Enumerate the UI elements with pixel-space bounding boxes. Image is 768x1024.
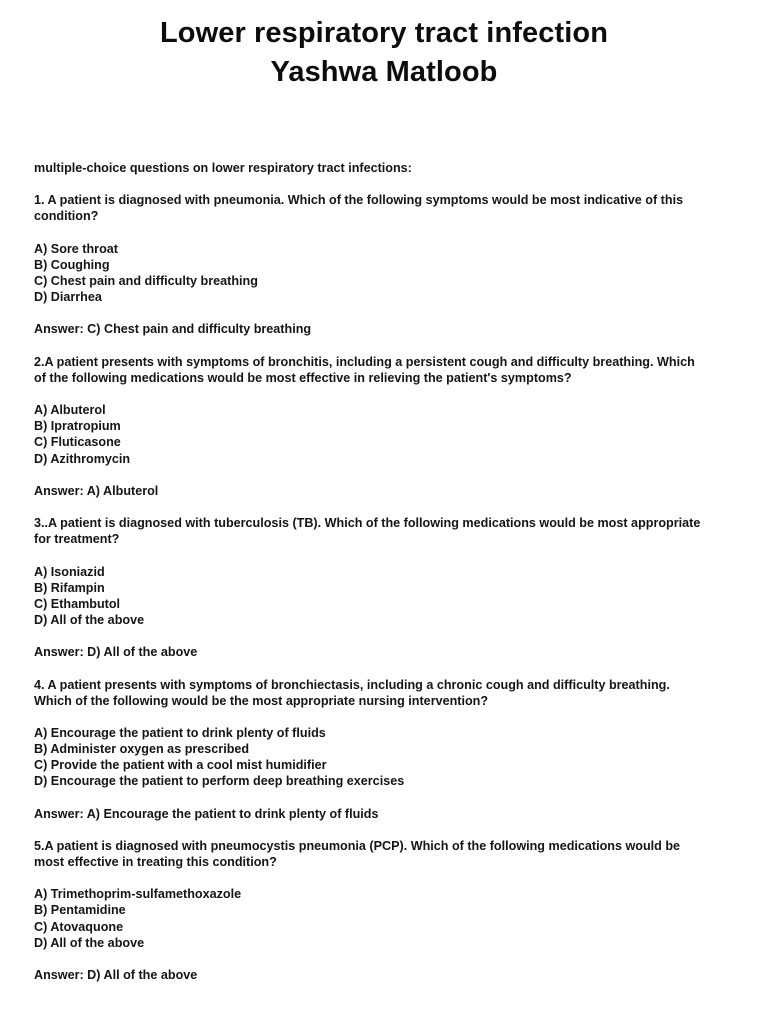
option-d: D) All of the above xyxy=(34,612,145,627)
option-d: D) Encourage the patient to perform deep breathing exercises xyxy=(34,774,405,789)
option-d: D) Diarrhea xyxy=(34,290,102,305)
option-a: A) Albuterol xyxy=(34,403,106,418)
option-c: C) Fluticasone xyxy=(34,435,121,450)
answer-text: Answer: D) All of the above xyxy=(34,645,198,660)
option-a: A) Encourage the patient to drink plenty of fluids xyxy=(34,725,326,740)
spacer xyxy=(34,305,738,321)
question-text: Which of the following would be the most appropriate nursing intervention? xyxy=(34,693,489,708)
answer-text: Answer: A) Albuterol xyxy=(34,483,159,498)
spacer xyxy=(34,660,738,676)
option-a: A) Sore throat xyxy=(34,241,118,256)
answer-text: Answer: D) All of the above xyxy=(34,968,198,983)
spacer xyxy=(34,709,738,725)
spacer xyxy=(34,467,738,483)
option-d: D) Azithromycin xyxy=(34,451,131,466)
question-text: 1. A patient is diagnosed with pneumonia. Which of the following symptoms would be most indicative of this xyxy=(34,193,684,208)
spacer xyxy=(34,386,738,402)
option-a: A) Trimethoprim-sulfamethoxazole xyxy=(34,887,242,902)
option-b: B) Rifampin xyxy=(34,580,105,595)
answer-text: Answer: C) Chest pain and difficulty breathing xyxy=(34,322,312,337)
option-c: C) Provide the patient with a cool mist humidifier xyxy=(34,758,327,773)
title-line-1: Lower respiratory tract infection xyxy=(159,17,609,49)
question-text: for treatment? xyxy=(34,532,120,547)
question-text: of the following medications would be most effective in relieving the patient's symptoms? xyxy=(34,370,572,385)
option-c: C) Chest pain and difficulty breathing xyxy=(34,273,258,288)
answer-text: Answer: A) Encourage the patient to drink plenty of fluids xyxy=(34,806,379,821)
question-block xyxy=(34,838,738,983)
option-b: B) Coughing xyxy=(34,257,110,272)
spacer xyxy=(34,225,738,241)
spacer xyxy=(34,789,738,805)
question-text: 5.A patient is diagnosed with pneumocystis pneumonia (PCP). Which of the following medications would be xyxy=(34,838,681,853)
question-block xyxy=(34,354,738,515)
option-d: D) All of the above xyxy=(34,935,145,950)
question-text: 4. A patient presents with symptoms of bronchiectasis, including a chronic cough and difficulty breathing. xyxy=(34,677,670,692)
spacer xyxy=(34,951,738,967)
spacer xyxy=(34,338,738,354)
author-name: Yashwa Matloob xyxy=(270,56,498,88)
option-c: C) Ethambutol xyxy=(34,596,121,611)
spacer xyxy=(34,822,738,838)
question-text: most effective in treating this condition? xyxy=(34,855,277,870)
spacer xyxy=(34,547,738,563)
spacer xyxy=(34,628,738,644)
question-text: condition? xyxy=(34,209,99,224)
question-text: 2.A patient presents with symptoms of bronchitis, including a persistent cough and difficulty breathing. Which xyxy=(34,354,695,369)
question-text: 3..A patient is diagnosed with tuberculosis (TB). Which of the following medications would be most appropriate xyxy=(34,516,701,531)
document-title xyxy=(0,14,768,92)
spacer xyxy=(34,870,738,886)
spacer xyxy=(34,499,738,515)
option-b: B) Ipratropium xyxy=(34,419,121,434)
option-a: A) Isoniazid xyxy=(34,564,105,579)
question-block xyxy=(34,515,738,676)
question-block xyxy=(34,192,738,353)
question-block xyxy=(34,677,738,838)
intro-text: multiple-choice questions on lower respiratory tract infections: xyxy=(34,161,412,175)
option-b: B) Pentamidine xyxy=(34,903,126,918)
document-body xyxy=(34,160,738,983)
spacer xyxy=(34,176,738,192)
option-b: B) Administer oxygen as prescribed xyxy=(34,742,250,757)
option-c: C) Atovaquone xyxy=(34,919,124,934)
